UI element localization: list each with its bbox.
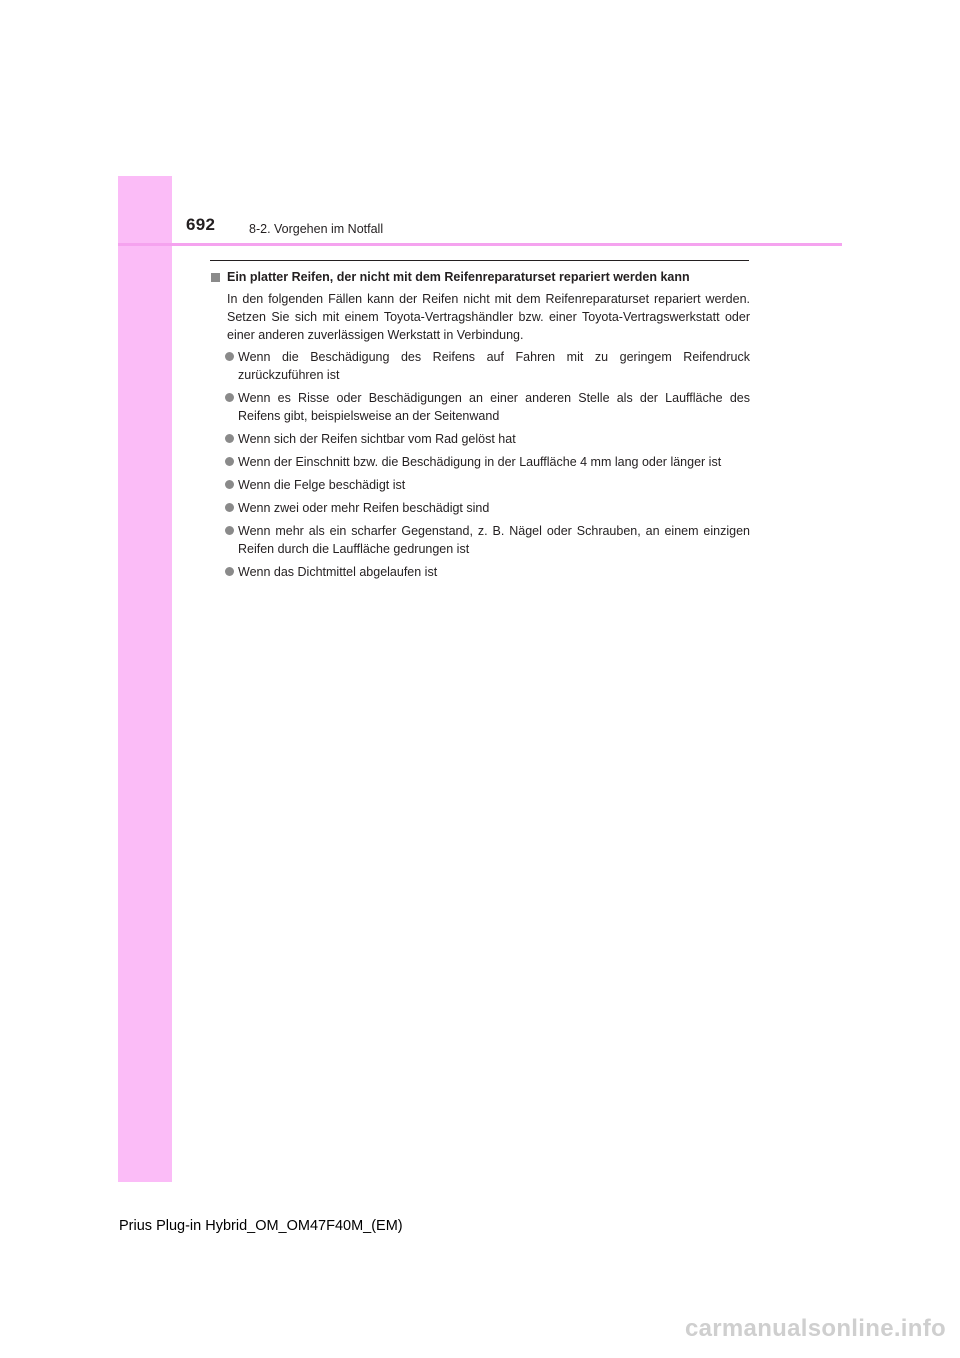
intro-paragraph: In den folgenden Fällen kann der Reifen nicht mit dem Reifenreparaturset repariert werden. Setzen Sie sich mit einem Toyota-Vertragshändler bzw. einer Toyota-Vertragswerkstatt oder einer anderen zuverlässigen Werkstatt in Verbindung.	[227, 292, 750, 342]
circle-bullet-icon	[225, 434, 234, 443]
subsection-heading	[210, 268, 750, 286]
circle-bullet-icon	[225, 352, 234, 361]
list-item	[210, 522, 750, 558]
list-item-text: Wenn der Einschnitt bzw. die Beschädigung in der Lauffläche 4 mm lang oder länger ist	[238, 455, 722, 469]
list-item	[210, 430, 750, 448]
header-rule	[118, 243, 842, 246]
list-item	[210, 499, 750, 517]
list-item-text: Wenn die Beschädigung des Reifens auf Fahren mit zu geringem Reifendruck zurückzuführen ist	[238, 350, 750, 382]
list-item	[210, 476, 750, 494]
manual-footer: Prius Plug-in Hybrid_OM_OM47F40M_(EM)	[119, 1218, 403, 1234]
list-item-text: Wenn die Felge beschädigt ist	[238, 478, 406, 492]
main-content	[210, 268, 750, 586]
page-number: 692	[186, 215, 216, 234]
section-title: 8-2. Vorgehen im Notfall	[249, 222, 384, 236]
list-item	[210, 389, 750, 425]
circle-bullet-icon	[225, 567, 234, 576]
watermark-text: carmanualsonline.info	[684, 1315, 946, 1342]
list-item	[210, 563, 750, 581]
circle-bullet-icon	[225, 393, 234, 402]
list-item-text: Wenn sich der Reifen sichtbar vom Rad gelöst hat	[238, 432, 516, 446]
list-item-text: Wenn das Dichtmittel abgelaufen ist	[238, 565, 438, 579]
subsection-heading-text: Ein platter Reifen, der nicht mit dem Reifenreparaturset repariert werden kann	[227, 270, 690, 284]
circle-bullet-icon	[225, 503, 234, 512]
list-item-text: Wenn es Risse oder Beschädigungen an einer anderen Stelle als der Lauffläche des Reifens gibt, beispielsweise an der Seitenwand	[238, 391, 750, 423]
square-bullet-icon	[211, 273, 220, 282]
list-item	[210, 453, 750, 471]
list-item	[210, 348, 750, 384]
circle-bullet-icon	[225, 526, 234, 535]
circle-bullet-icon	[225, 480, 234, 489]
list-item-text: Wenn mehr als ein scharfer Gegenstand, z. B. Nägel oder Schrauben, an einem einzigen Reifen durch die Lauffläche gedrungen ist	[238, 524, 750, 556]
chapter-sidebar-tab	[118, 176, 172, 1182]
circle-bullet-icon	[225, 457, 234, 466]
condition-list	[210, 348, 750, 581]
content-divider	[210, 260, 749, 261]
list-item-text: Wenn zwei oder mehr Reifen beschädigt sind	[238, 501, 490, 515]
